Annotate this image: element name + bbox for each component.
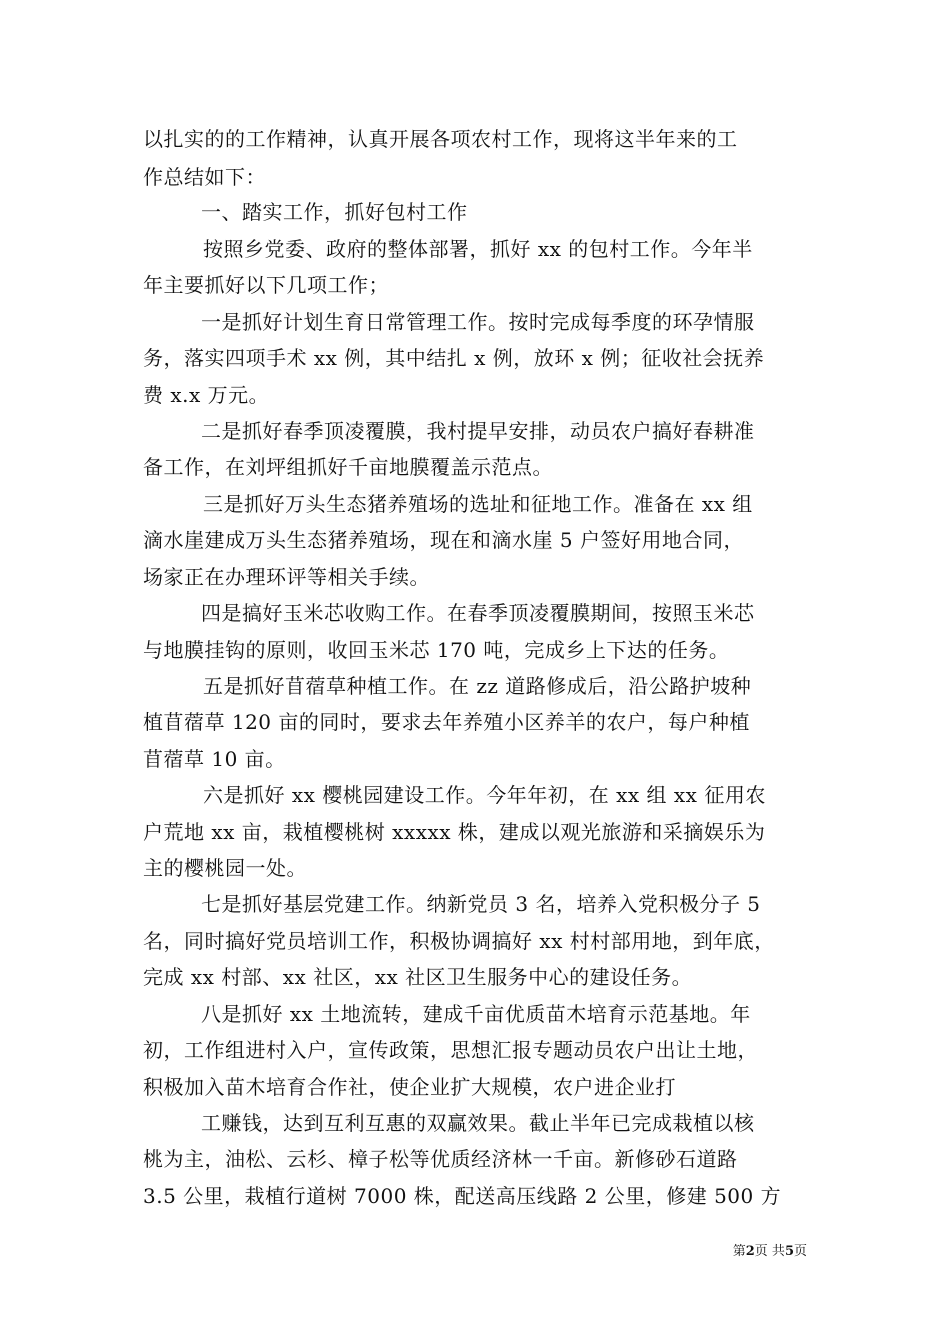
text-line: 七是抓好基层党建工作。纳新党员 3 名，培养入党积极分子 5 [201,892,761,916]
text-line: 一是抓好计划生育日常管理工作。按时完成每季度的环孕情服 [201,310,755,334]
text-line: 三是抓好万头生态猪养殖场的选址和征地工作。准备在 xx 组 [203,492,753,516]
text-line: 滴水崖建成万头生态猪养殖场，现在和滴水崖 5 户签好用地合同， [143,528,744,552]
text-line: 积极加入苗木培育合作社，使企业扩大规模，农户进企业打 [143,1075,676,1099]
text-line: 苜蓿草 10 亩。 [143,747,286,771]
footer-suffix: 页 [793,1244,807,1259]
text-line: 名，同时搞好党员培训工作，积极协调搞好 xx 村村部用地，到年底， [143,929,775,953]
page-number-footer [733,1244,807,1260]
text-line: 以扎实的的工作精神，认真开展各项农村工作，现将这半年来的工 [143,127,738,151]
current-page-number: 2 [745,1244,755,1259]
text-line: 与地膜挂钩的原则，收回玉米芯 170 吨，完成乡上下达的任务。 [143,638,730,662]
text-line: 四是搞好玉米芯收购工作。在春季顶凌覆膜期间，按照玉米芯 [201,601,755,625]
footer-prefix: 第 [732,1244,746,1259]
text-line: 作总结如下： [143,165,266,189]
text-line: 务，落实四项手术 xx 例，其中结扎 x 例，放环 x 例；征收社会抚养 [143,346,765,370]
text-line: 按照乡党委、政府的整体部署，抓好 xx 的包村工作。今年半 [203,237,753,261]
section-heading: 一、踏实工作，抓好包村工作 [201,200,468,224]
text-line: 3.5 公里，栽植行道树 7000 株，配送高压线路 2 公里，修建 500 方 [143,1184,782,1208]
text-line: 桃为主，油松、云杉、樟子松等优质经济林一千亩。新修砂石道路 [143,1147,738,1171]
text-line: 五是抓好苜蓿草种植工作。在 zz 道路修成后，沿公路护坡种 [203,674,752,698]
text-line: 完成 xx 村部、xx 社区，xx 社区卫生服务中心的建设任务。 [143,965,693,989]
footer-middle: 页 共 [754,1244,785,1259]
text-line: 场家正在办理环评等相关手续。 [143,565,430,589]
text-line: 户荒地 xx 亩，栽植樱桃树 xxxxx 株，建成以观光旅游和采摘娱乐为 [143,820,766,844]
text-line: 备工作，在刘坪组抓好千亩地膜覆盖示范点。 [143,455,553,479]
total-pages-number: 5 [784,1244,794,1259]
text-line: 费 x.x 万元。 [143,383,270,407]
text-line: 六是抓好 xx 樱桃园建设工作。今年年初，在 xx 组 xx 征用农 [203,783,766,807]
text-line: 年主要抓好以下几项工作； [143,273,389,297]
text-line: 二是抓好春季顶凌覆膜，我村提早安排，动员农户搞好春耕准 [201,419,755,443]
text-line: 八是抓好 xx 土地流转，建成千亩优质苗木培育示范基地。年 [201,1002,751,1026]
text-line: 初，工作组进村入户，宣传政策，思想汇报专题动员农户出让土地， [143,1038,758,1062]
text-line: 工赚钱，达到互利互惠的双赢效果。截止半年已完成栽植以核 [201,1111,755,1135]
text-line: 植苜蓿草 120 亩的同时，要求去年养殖小区养羊的农户，每户种植 [143,710,750,734]
text-line: 主的樱桃园一处。 [143,856,307,880]
